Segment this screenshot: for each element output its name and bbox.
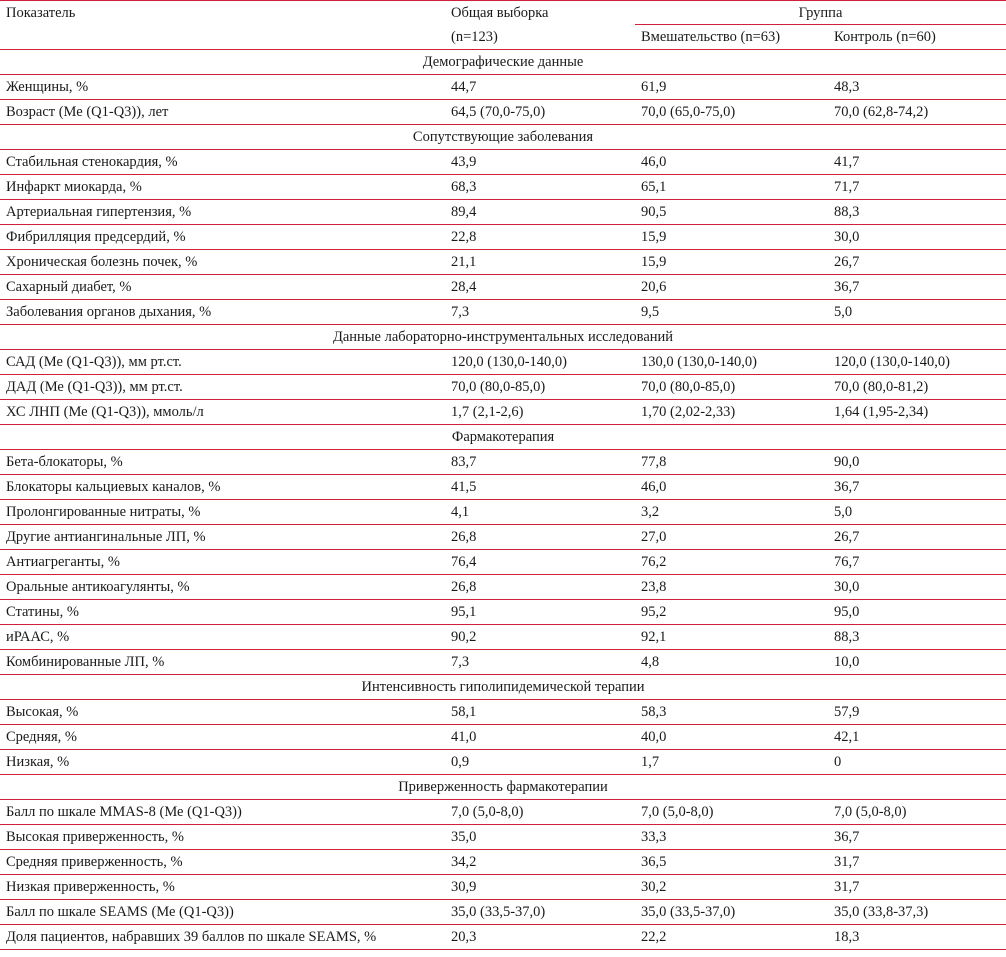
table-header bbox=[0, 1, 1006, 50]
total-value: 64,5 (70,0-75,0) bbox=[445, 100, 635, 125]
total-value: 68,3 bbox=[445, 175, 635, 200]
table-row bbox=[0, 825, 1006, 850]
table-row bbox=[0, 925, 1006, 950]
intervention-value: 90,5 bbox=[635, 200, 828, 225]
table-body bbox=[0, 50, 1006, 950]
section-row bbox=[0, 325, 1006, 350]
control-value: 1,64 (1,95-2,34) bbox=[828, 400, 1006, 425]
row-label: Другие антиангинальные ЛП, % bbox=[0, 525, 445, 550]
row-label: Комбинированные ЛП, % bbox=[0, 650, 445, 675]
control-value: 18,3 bbox=[828, 925, 1006, 950]
intervention-value: 77,8 bbox=[635, 450, 828, 475]
intervention-value: 7,0 (5,0-8,0) bbox=[635, 800, 828, 825]
row-label: Сахарный диабет, % bbox=[0, 275, 445, 300]
table-row bbox=[0, 875, 1006, 900]
row-label: Возраст (Ме (Q1-Q3)), лет bbox=[0, 100, 445, 125]
table-row bbox=[0, 200, 1006, 225]
table-row bbox=[0, 700, 1006, 725]
row-label: Средняя приверженность, % bbox=[0, 850, 445, 875]
row-label: Пролонгированные нитраты, % bbox=[0, 500, 445, 525]
intervention-value: 33,3 bbox=[635, 825, 828, 850]
total-value: 35,0 (33,5-37,0) bbox=[445, 900, 635, 925]
intervention-value: 46,0 bbox=[635, 150, 828, 175]
intervention-value: 70,0 (65,0-75,0) bbox=[635, 100, 828, 125]
total-value: 70,0 (80,0-85,0) bbox=[445, 375, 635, 400]
row-label: Высокая, % bbox=[0, 700, 445, 725]
table-row bbox=[0, 375, 1006, 400]
table-row bbox=[0, 275, 1006, 300]
header-total-sample: Общая выборка bbox=[445, 1, 635, 25]
total-value: 58,1 bbox=[445, 700, 635, 725]
control-value: 36,7 bbox=[828, 475, 1006, 500]
row-label: Женщины, % bbox=[0, 75, 445, 100]
table-row bbox=[0, 475, 1006, 500]
row-label: Статины, % bbox=[0, 600, 445, 625]
total-value: 28,4 bbox=[445, 275, 635, 300]
total-value: 7,0 (5,0-8,0) bbox=[445, 800, 635, 825]
header-total-n: (n=123) bbox=[445, 25, 635, 50]
section-row bbox=[0, 775, 1006, 800]
control-value: 31,7 bbox=[828, 850, 1006, 875]
table-row bbox=[0, 600, 1006, 625]
section-title: Сопутствующие заболевания bbox=[0, 125, 1006, 150]
table-row bbox=[0, 750, 1006, 775]
intervention-value: 35,0 (33,5-37,0) bbox=[635, 900, 828, 925]
control-value: 31,7 bbox=[828, 875, 1006, 900]
intervention-value: 95,2 bbox=[635, 600, 828, 625]
intervention-value: 46,0 bbox=[635, 475, 828, 500]
total-value: 4,1 bbox=[445, 500, 635, 525]
row-label: Хроническая болезнь почек, % bbox=[0, 250, 445, 275]
intervention-value: 23,8 bbox=[635, 575, 828, 600]
total-value: 41,5 bbox=[445, 475, 635, 500]
control-value: 7,0 (5,0-8,0) bbox=[828, 800, 1006, 825]
control-value: 70,0 (80,0-81,2) bbox=[828, 375, 1006, 400]
control-value: 70,0 (62,8-74,2) bbox=[828, 100, 1006, 125]
control-value: 30,0 bbox=[828, 225, 1006, 250]
table-row bbox=[0, 225, 1006, 250]
row-label: Низкая, % bbox=[0, 750, 445, 775]
control-value: 36,7 bbox=[828, 825, 1006, 850]
total-value: 0,9 bbox=[445, 750, 635, 775]
section-row bbox=[0, 675, 1006, 700]
total-value: 26,8 bbox=[445, 525, 635, 550]
section-row bbox=[0, 425, 1006, 450]
table-row bbox=[0, 525, 1006, 550]
row-label: Низкая приверженность, % bbox=[0, 875, 445, 900]
row-label: Средняя, % bbox=[0, 725, 445, 750]
section-row bbox=[0, 50, 1006, 75]
total-value: 41,0 bbox=[445, 725, 635, 750]
control-value: 76,7 bbox=[828, 550, 1006, 575]
table-row bbox=[0, 400, 1006, 425]
intervention-value: 3,2 bbox=[635, 500, 828, 525]
control-value: 120,0 (130,0-140,0) bbox=[828, 350, 1006, 375]
control-value: 48,3 bbox=[828, 75, 1006, 100]
total-value: 34,2 bbox=[445, 850, 635, 875]
control-value: 5,0 bbox=[828, 500, 1006, 525]
control-value: 0 bbox=[828, 750, 1006, 775]
row-label: Оральные антикоагулянты, % bbox=[0, 575, 445, 600]
control-value: 90,0 bbox=[828, 450, 1006, 475]
total-value: 7,3 bbox=[445, 650, 635, 675]
row-label: ХС ЛНП (Ме (Q1-Q3)), ммоль/л bbox=[0, 400, 445, 425]
section-title: Приверженность фармакотерапии bbox=[0, 775, 1006, 800]
control-value: 95,0 bbox=[828, 600, 1006, 625]
control-value: 35,0 (33,8-37,3) bbox=[828, 900, 1006, 925]
row-label: Блокаторы кальциевых каналов, % bbox=[0, 475, 445, 500]
row-label: Балл по шкале SEAMS (Ме (Q1-Q3)) bbox=[0, 900, 445, 925]
row-label: Балл по шкале MMAS-8 (Ме (Q1-Q3)) bbox=[0, 800, 445, 825]
intervention-value: 20,6 bbox=[635, 275, 828, 300]
control-value: 71,7 bbox=[828, 175, 1006, 200]
total-value: 22,8 bbox=[445, 225, 635, 250]
control-value: 30,0 bbox=[828, 575, 1006, 600]
section-title: Данные лабораторно-инструментальных исследований bbox=[0, 325, 1006, 350]
row-label: Антиагреганты, % bbox=[0, 550, 445, 575]
section-title: Демографические данные bbox=[0, 50, 1006, 75]
row-label: Доля пациентов, набравших 39 баллов по шкале SEAMS, % bbox=[0, 925, 445, 950]
intervention-value: 27,0 bbox=[635, 525, 828, 550]
intervention-value: 36,5 bbox=[635, 850, 828, 875]
row-label: Фибрилляция предсердий, % bbox=[0, 225, 445, 250]
intervention-value: 1,7 bbox=[635, 750, 828, 775]
control-value: 26,7 bbox=[828, 250, 1006, 275]
row-label: Артериальная гипертензия, % bbox=[0, 200, 445, 225]
control-value: 57,9 bbox=[828, 700, 1006, 725]
table-row bbox=[0, 75, 1006, 100]
row-label: САД (Ме (Q1-Q3)), мм рт.ст. bbox=[0, 350, 445, 375]
control-value: 5,0 bbox=[828, 300, 1006, 325]
table-row bbox=[0, 800, 1006, 825]
total-value: 90,2 bbox=[445, 625, 635, 650]
table-row bbox=[0, 650, 1006, 675]
section-title: Фармакотерапия bbox=[0, 425, 1006, 450]
intervention-value: 22,2 bbox=[635, 925, 828, 950]
section-row bbox=[0, 125, 1006, 150]
intervention-value: 130,0 (130,0-140,0) bbox=[635, 350, 828, 375]
total-value: 21,1 bbox=[445, 250, 635, 275]
table-row bbox=[0, 500, 1006, 525]
table-row bbox=[0, 575, 1006, 600]
row-label: иРААС, % bbox=[0, 625, 445, 650]
control-value: 10,0 bbox=[828, 650, 1006, 675]
header-control: Контроль (n=60) bbox=[828, 25, 1006, 50]
table-row bbox=[0, 300, 1006, 325]
table-row bbox=[0, 350, 1006, 375]
total-value: 44,7 bbox=[445, 75, 635, 100]
section-title: Интенсивность гиполипидемической терапии bbox=[0, 675, 1006, 700]
total-value: 30,9 bbox=[445, 875, 635, 900]
intervention-value: 1,70 (2,02-2,33) bbox=[635, 400, 828, 425]
row-label: Стабильная стенокардия, % bbox=[0, 150, 445, 175]
intervention-value: 70,0 (80,0-85,0) bbox=[635, 375, 828, 400]
control-value: 36,7 bbox=[828, 275, 1006, 300]
intervention-value: 92,1 bbox=[635, 625, 828, 650]
total-value: 89,4 bbox=[445, 200, 635, 225]
header-indicator: Показатель bbox=[0, 1, 445, 50]
intervention-value: 30,2 bbox=[635, 875, 828, 900]
intervention-value: 76,2 bbox=[635, 550, 828, 575]
intervention-value: 4,8 bbox=[635, 650, 828, 675]
table-row bbox=[0, 450, 1006, 475]
intervention-value: 15,9 bbox=[635, 225, 828, 250]
total-value: 26,8 bbox=[445, 575, 635, 600]
row-label: Заболевания органов дыхания, % bbox=[0, 300, 445, 325]
row-label: ДАД (Ме (Q1-Q3)), мм рт.ст. bbox=[0, 375, 445, 400]
total-value: 35,0 bbox=[445, 825, 635, 850]
table-row bbox=[0, 100, 1006, 125]
control-value: 42,1 bbox=[828, 725, 1006, 750]
total-value: 95,1 bbox=[445, 600, 635, 625]
table-row bbox=[0, 725, 1006, 750]
header-intervention: Вмешательство (n=63) bbox=[635, 25, 828, 50]
intervention-value: 61,9 bbox=[635, 75, 828, 100]
intervention-value: 9,5 bbox=[635, 300, 828, 325]
total-value: 1,7 (2,1-2,6) bbox=[445, 400, 635, 425]
table-row bbox=[0, 625, 1006, 650]
table-row bbox=[0, 850, 1006, 875]
control-value: 88,3 bbox=[828, 625, 1006, 650]
row-label: Бета-блокаторы, % bbox=[0, 450, 445, 475]
row-label: Инфаркт миокарда, % bbox=[0, 175, 445, 200]
table-row bbox=[0, 250, 1006, 275]
intervention-value: 58,3 bbox=[635, 700, 828, 725]
table-row bbox=[0, 150, 1006, 175]
total-value: 20,3 bbox=[445, 925, 635, 950]
intervention-value: 15,9 bbox=[635, 250, 828, 275]
table-row bbox=[0, 550, 1006, 575]
header-group: Группа bbox=[635, 1, 1006, 25]
total-value: 120,0 (130,0-140,0) bbox=[445, 350, 635, 375]
total-value: 76,4 bbox=[445, 550, 635, 575]
intervention-value: 40,0 bbox=[635, 725, 828, 750]
total-value: 7,3 bbox=[445, 300, 635, 325]
total-value: 43,9 bbox=[445, 150, 635, 175]
control-value: 26,7 bbox=[828, 525, 1006, 550]
control-value: 41,7 bbox=[828, 150, 1006, 175]
row-label: Высокая приверженность, % bbox=[0, 825, 445, 850]
intervention-value: 65,1 bbox=[635, 175, 828, 200]
control-value: 88,3 bbox=[828, 200, 1006, 225]
total-value: 83,7 bbox=[445, 450, 635, 475]
table-row bbox=[0, 900, 1006, 925]
table-row bbox=[0, 175, 1006, 200]
